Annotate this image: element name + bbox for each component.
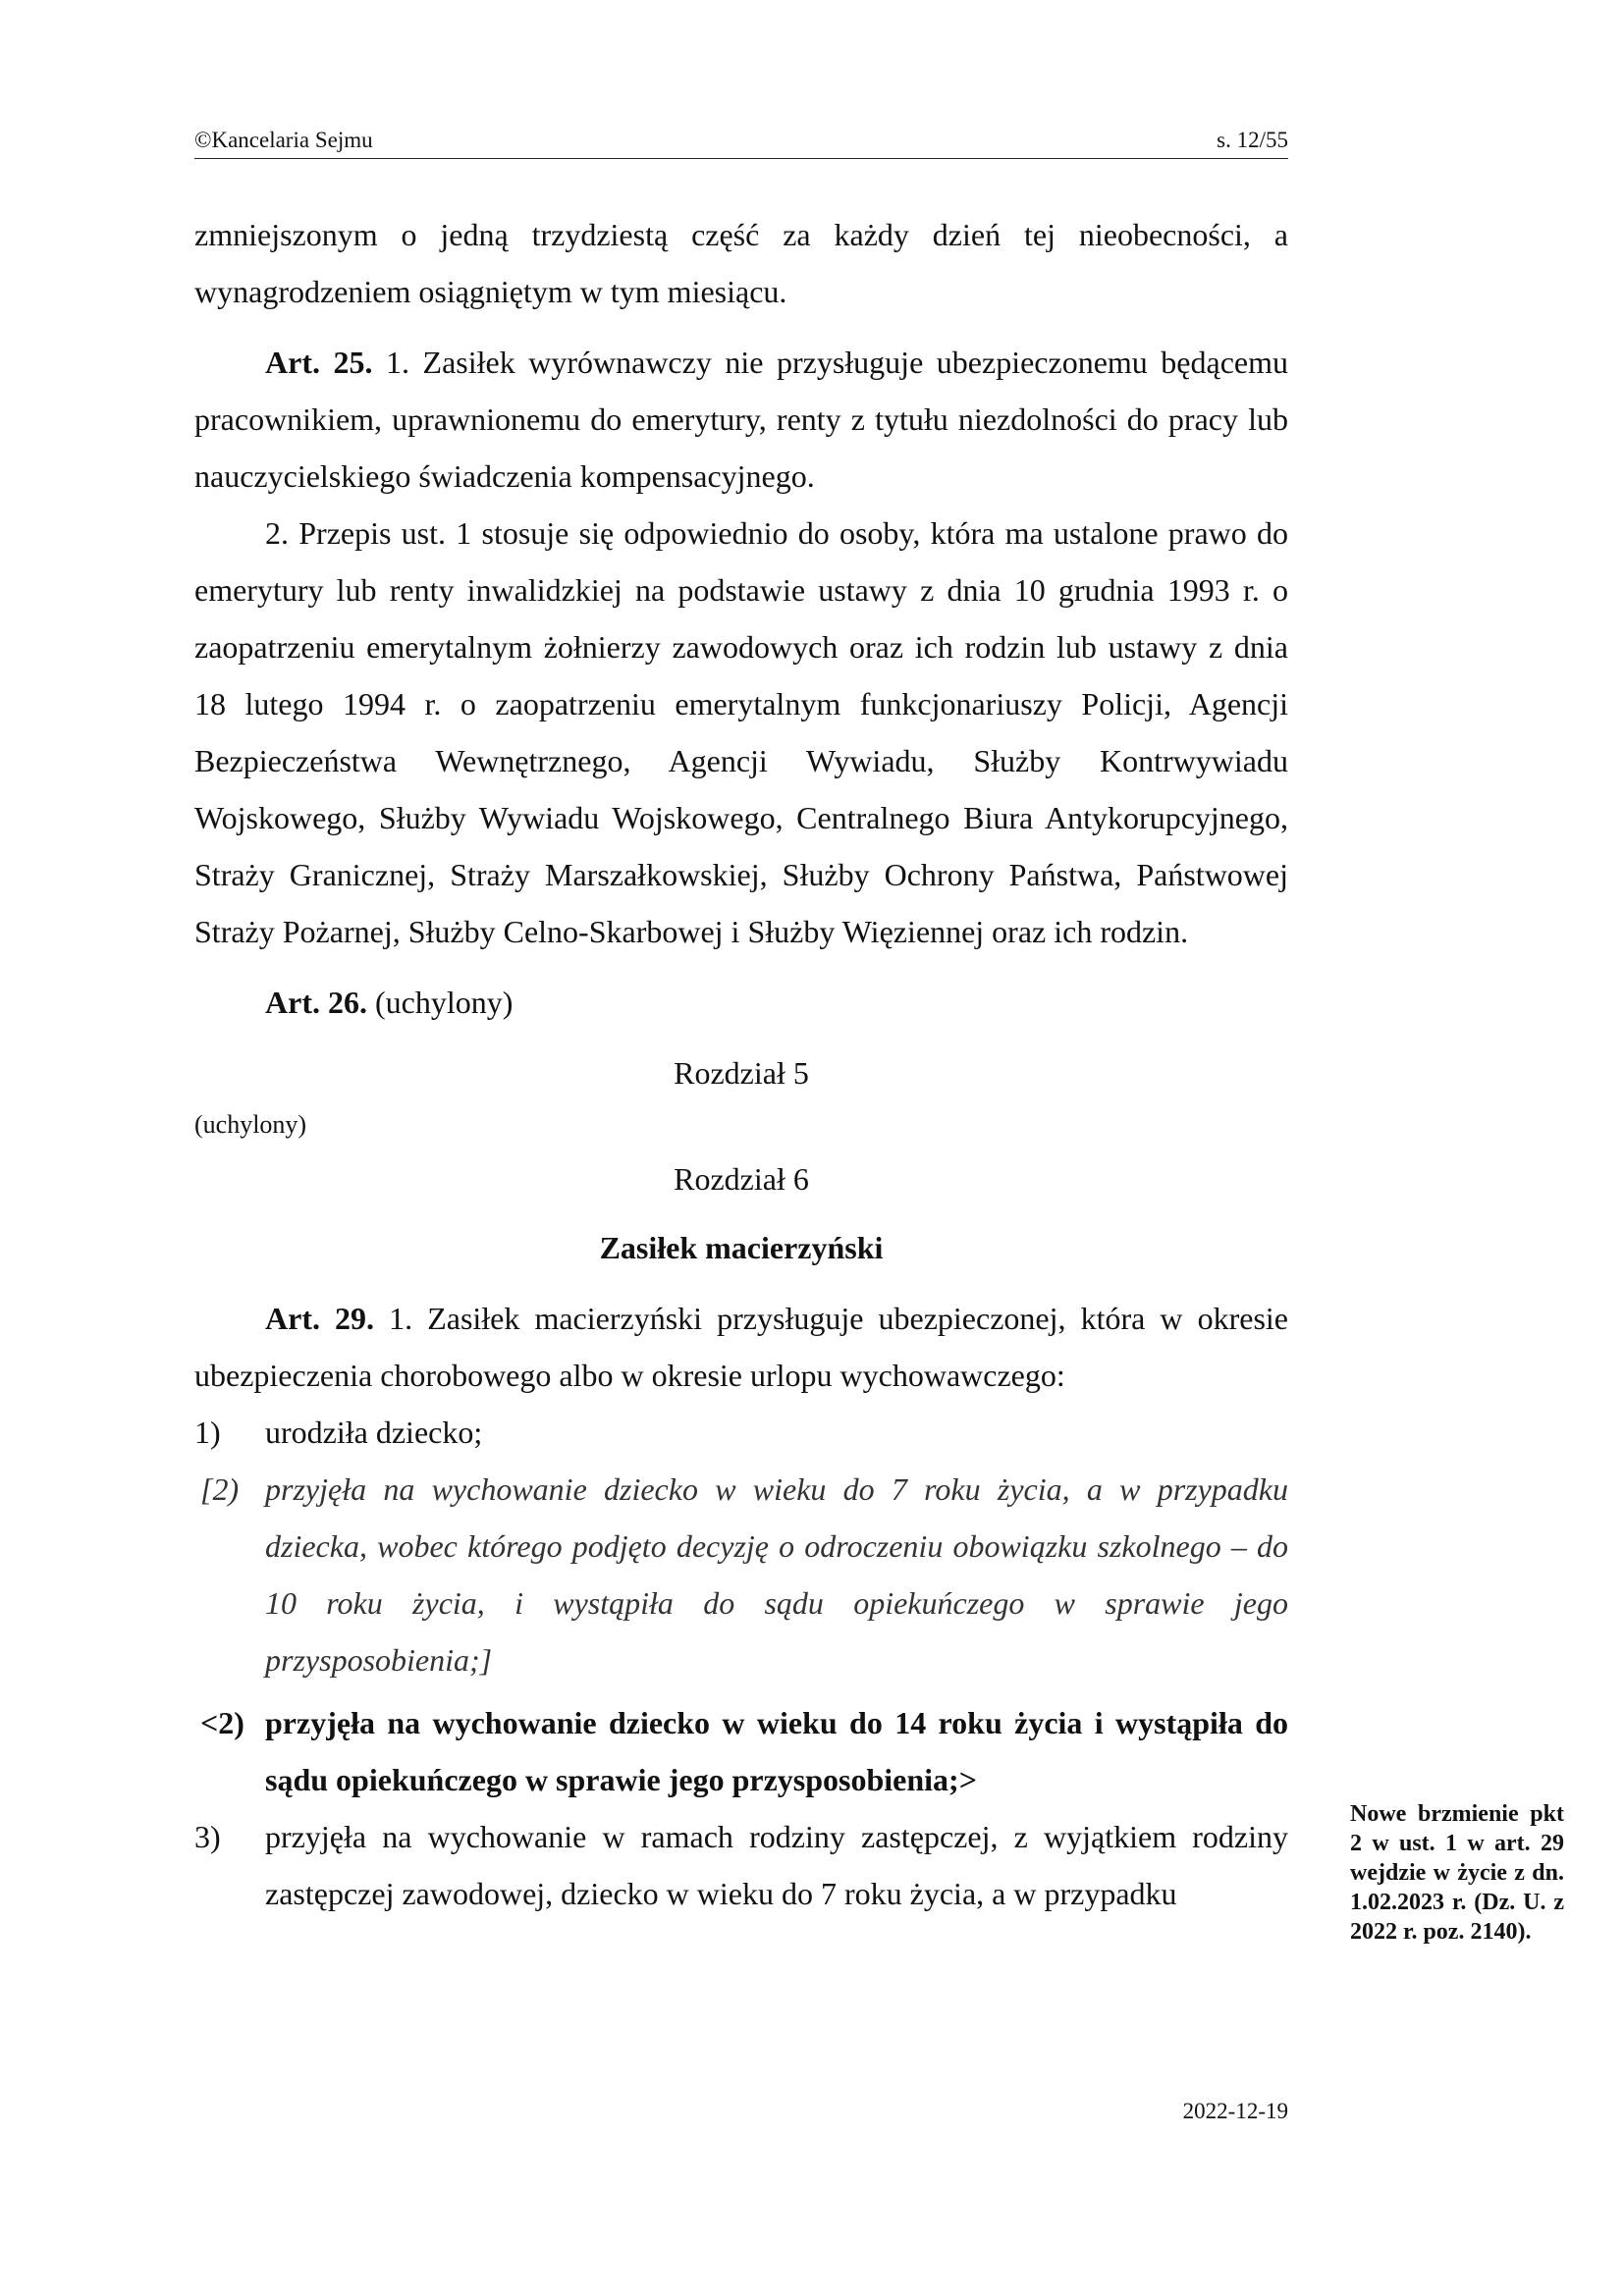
list-item-number: [2) — [200, 1471, 240, 1507]
document-body — [194, 206, 1288, 1922]
list-item-text: urodziła dziecko; — [265, 1415, 483, 1450]
list-item-number: 1) — [194, 1415, 221, 1450]
art-29-ust-1-text: 1. Zasiłek macierzyński przysługuje ubezpieczonej, która w okresie ubezpieczenia chorobowego albo w okresie urlopu wychowawczego: — [194, 1301, 1289, 1393]
rozdzial-5-title: Rozdział 5 — [674, 1055, 809, 1091]
list-item-text: przyjęła na wychowanie w ramach rodziny zastępczej, z wyjątkiem rodziny zastępczej zawodowej, dziecko w wieku do 7 roku życia, a w przypadku — [265, 1819, 1288, 1911]
page-number: s. 12/55 — [1217, 128, 1288, 152]
art-25-label: Art. 25. — [265, 345, 373, 380]
rozdzial-6-subtitle: Zasiłek macierzyński — [599, 1230, 884, 1265]
list-item — [194, 1404, 1288, 1461]
list-item-text: przyjęła na wychowanie dziecko w wieku do 14 roku życia i wystąpiła do sądu opiekuńczego w sprawie jego przysposobienia;> — [265, 1705, 1288, 1797]
paragraph-continuation: zmniejszonym o jedną trzydziestą część za każdy dzień tej nieobecności, a wynagrodzeniem osiągniętym w tym miesiącu. — [194, 217, 1288, 309]
page-header — [194, 126, 1288, 159]
list-item-new-version — [194, 1694, 1288, 1808]
art-26-text: (uchylony) — [366, 985, 514, 1020]
rozdzial-6-title: Rozdział 6 — [674, 1161, 809, 1197]
list-item-number: <2) — [200, 1705, 244, 1740]
list-item — [194, 1808, 1288, 1922]
margin-note: Nowe brzmienie pkt 2 w ust. 1 w art. 29 wejdzie w życie z dn. 1.02.2023 r. (Dz. U. z 2022 r. poz. 2140). — [1350, 1801, 1564, 1945]
list-item-text: przyjęła na wychowanie dziecko w wieku do 7 roku życia, a w przypadku dziecka, wobec którego podjęto decyzję o odroczeniu obowiązku szkolnego – do 10 roku życia, i wystąpiła do sądu opiekuńczego w sprawie jego przysposobienia;] — [265, 1471, 1288, 1678]
art-25-ust-1 — [194, 334, 1288, 505]
art-25-ust-2: 2. Przepis ust. 1 stosuje się odpowiednio do osoby, która ma ustalone prawo do emerytury lub renty inwalidzkiej na podstawie ustawy z dnia 10 grudnia 1993 r. o zaopatrzeniu emerytalnym żołnierzy zawodowych oraz ich rodzin lub ustawy z dnia 18 lutego 1994 r. o zaopatrzeniu emerytalnym funkcjonariuszy Policji, Agencji Bezpieczeństwa Wewnętrznego, Agencji Wywiadu, Służby Kontrwywiadu Wojskowego, Służby Wywiadu Wojskowego, Centralnego Biura Antykorupcyjnego, Straży Granicznej, Straży Marszałkowskiej, Służby Ochrony Państwa, Państwowej Straży Pożarnej, Służby Celno-Skarbowej i Służby Więziennej oraz ich rodzin. — [194, 515, 1288, 949]
art-26-label: Art. 26. — [265, 985, 367, 1020]
art-25-ust-1-text: 1. Zasiłek wyrównawczy nie przysługuje ubezpieczonemu będącemu pracownikiem, uprawnionemu do emerytury, renty z tytułu niezdolności do pracy lub nauczycielskiego świadczenia kompensacyjnego. — [194, 345, 1289, 494]
art-26 — [194, 974, 1288, 1031]
art-29-ust-1 — [194, 1290, 1288, 1404]
list-item-old-version — [194, 1461, 1288, 1688]
list-item-number: 3) — [194, 1819, 221, 1854]
footer-date: 2022-12-19 — [1182, 2099, 1288, 2123]
publisher-label: ©Kancelaria Sejmu — [194, 128, 373, 152]
rozdzial-5-note: (uchylony) — [194, 1110, 307, 1139]
art-29-label: Art. 29. — [265, 1301, 375, 1336]
